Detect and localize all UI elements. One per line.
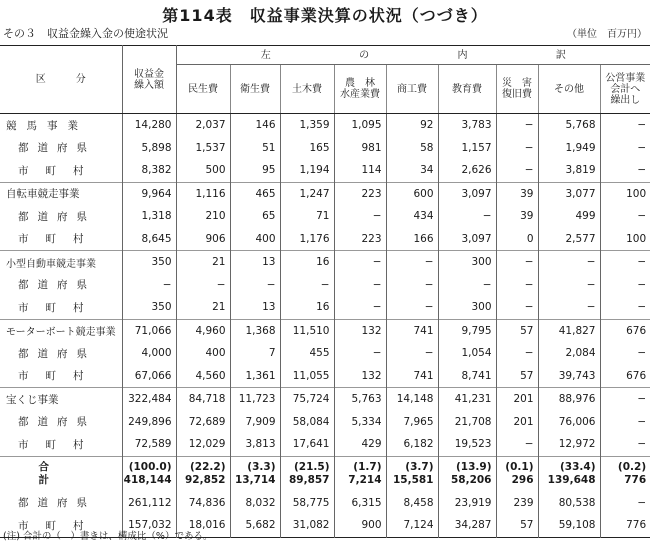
table-cell: 210: [176, 205, 230, 228]
header-group-char-1: 左: [260, 49, 271, 61]
table-cell: 74,836: [176, 492, 230, 515]
table-cell: 72,689: [176, 411, 230, 434]
table-cell: 14,148: [386, 388, 438, 411]
table-cell: −: [538, 274, 600, 297]
table-cell: 57: [496, 365, 538, 388]
table-cell: 2,037: [176, 114, 230, 137]
table-cell: 3,819: [538, 159, 600, 182]
table-cell: 1,194: [280, 159, 334, 182]
table-cell: 71: [280, 205, 334, 228]
table-cell: −: [496, 114, 538, 137]
header-col-agri: 農 林 水産業費: [334, 65, 386, 114]
table-cell: 21: [176, 296, 230, 319]
table-cell: 92: [386, 114, 438, 137]
row-label-text: 市町村: [18, 370, 101, 383]
budget-table: [0, 45, 650, 538]
total-cell: [496, 456, 538, 492]
header-col-commerce: 商工費: [386, 65, 438, 114]
table-cell: 1,116: [176, 182, 230, 205]
row-label-sub: [0, 137, 122, 160]
table-cell: 300: [438, 251, 496, 274]
table-cell: −: [600, 274, 650, 297]
table-cell: −: [176, 274, 230, 297]
table-cell: 3,783: [438, 114, 496, 137]
table-cell: 676: [600, 319, 650, 342]
row-label-text: 都道府県: [18, 347, 96, 360]
table-cell: 776: [600, 514, 650, 537]
row-label-sub: [0, 411, 122, 434]
header-group-char-2: の: [359, 49, 370, 61]
total-value: 89,857: [288, 474, 330, 486]
table-row: [0, 342, 650, 365]
table-cell: 1,095: [334, 114, 386, 137]
table-cell: 95: [230, 159, 280, 182]
table-cell: 39: [496, 205, 538, 228]
header-col-education: 教育費: [438, 65, 496, 114]
table-cell: 58,084: [280, 411, 334, 434]
table-row: [0, 182, 650, 205]
table-cell: −: [600, 296, 650, 319]
table-cell: 58,775: [280, 492, 334, 515]
table-cell: 906: [176, 228, 230, 251]
table-cell: 59,108: [538, 514, 600, 537]
total-cell: [122, 456, 176, 492]
table-cell: 1,359: [280, 114, 334, 137]
total-value: 296: [511, 474, 534, 486]
table-row: [0, 274, 650, 297]
row-label-text: 自転車競走事業: [6, 188, 80, 201]
total-value: 15,581: [392, 474, 434, 486]
table-cell: −: [386, 274, 438, 297]
header-col-other: その他: [538, 65, 600, 114]
total-cell: [600, 456, 650, 492]
table-cell: 1,368: [230, 319, 280, 342]
table-cell: −: [438, 274, 496, 297]
header-group-char-4: 訳: [555, 49, 566, 61]
header-col-disaster: 災 害 復旧費: [496, 65, 538, 114]
table-row: [0, 228, 650, 251]
table-cell: 4,000: [122, 342, 176, 365]
table-cell: −: [600, 388, 650, 411]
row-label-main: [0, 251, 122, 274]
table-cell: 34: [386, 159, 438, 182]
footnote: (注) 合計の（ ）書きは、構成比（%）である。: [3, 531, 213, 542]
table-cell: 34,287: [438, 514, 496, 537]
total-ratio: (21.5): [293, 461, 330, 473]
table-cell: 2,084: [538, 342, 600, 365]
table-cell: −: [600, 411, 650, 434]
row-label-sub: [0, 274, 122, 297]
row-label-main: [0, 114, 122, 137]
table-cell: −: [496, 296, 538, 319]
row-label-text: 都道府県: [18, 210, 96, 223]
table-cell: 499: [538, 205, 600, 228]
table-cell: 8,458: [386, 492, 438, 515]
table-cell: 239: [496, 492, 538, 515]
total-ratio: (0.1): [505, 461, 534, 473]
table-row: [0, 388, 650, 411]
table-cell: 8,382: [122, 159, 176, 182]
table-cell: 741: [386, 365, 438, 388]
table-cell: 1,361: [230, 365, 280, 388]
total-value: 92,852: [184, 474, 226, 486]
table-row: [0, 159, 650, 182]
total-ratio: (100.0): [128, 461, 172, 473]
table-cell: −: [386, 296, 438, 319]
table-cell: 84,718: [176, 388, 230, 411]
table-cell: −: [538, 296, 600, 319]
table-cell: 75,724: [280, 388, 334, 411]
table-row: [0, 114, 650, 137]
table-cell: 12,972: [538, 433, 600, 456]
row-label-sub: [0, 433, 122, 456]
table-cell: 2,626: [438, 159, 496, 182]
row-label-text: モーターボート競走事業: [6, 327, 116, 339]
table-cell: −: [386, 251, 438, 274]
table-cell: 5,763: [334, 388, 386, 411]
table-cell: 400: [230, 228, 280, 251]
table-cell: 5,898: [122, 137, 176, 160]
table-cell: 21: [176, 251, 230, 274]
table-cell: 16: [280, 296, 334, 319]
row-label-sub: [0, 296, 122, 319]
total-value: 7,214: [348, 474, 382, 486]
table-cell: 1,176: [280, 228, 334, 251]
total-cell: [230, 456, 280, 492]
table-cell: −: [600, 159, 650, 182]
table-cell: 201: [496, 411, 538, 434]
table-cell: 114: [334, 159, 386, 182]
table-cell: 88,976: [538, 388, 600, 411]
table-cell: 981: [334, 137, 386, 160]
total-ratio: (22.2): [189, 461, 226, 473]
table-cell: 1,054: [438, 342, 496, 365]
total-ratio: (0.2): [617, 461, 647, 473]
total-cell: [538, 456, 600, 492]
table-cell: 14,280: [122, 114, 176, 137]
table-cell: 249,896: [122, 411, 176, 434]
table-cell: 1,949: [538, 137, 600, 160]
table-title: 第114表 収益事業決算の状況（つづき）: [162, 6, 488, 25]
table-cell: 900: [334, 514, 386, 537]
row-label-sub: [0, 228, 122, 251]
table-cell: −: [334, 205, 386, 228]
total-value: 58,206: [450, 474, 492, 486]
table-cell: 13: [230, 296, 280, 319]
table-cell: 5,768: [538, 114, 600, 137]
table-cell: 166: [386, 228, 438, 251]
table-cell: 1,157: [438, 137, 496, 160]
row-label-text: 競馬事業: [6, 119, 88, 132]
table-cell: 157,032: [122, 514, 176, 537]
table-cell: 41,231: [438, 388, 496, 411]
row-label-main: [0, 182, 122, 205]
table-cell: 4,960: [176, 319, 230, 342]
table-cell: 16: [280, 251, 334, 274]
table-cell: 67,066: [122, 365, 176, 388]
table-cell: 11,055: [280, 365, 334, 388]
table-cell: −: [496, 137, 538, 160]
table-cell: 455: [280, 342, 334, 365]
table-cell: 350: [122, 296, 176, 319]
unit-label: （単位 百万円）: [567, 29, 647, 40]
total-value: 13,714: [234, 474, 276, 486]
total-ratio: (13.9): [455, 461, 492, 473]
table-cell: 3,097: [438, 182, 496, 205]
table-cell: 741: [386, 319, 438, 342]
table-row: [0, 137, 650, 160]
table-row: [0, 205, 650, 228]
header-col-welfare: 民生費: [176, 65, 230, 114]
total-value: 776: [624, 474, 647, 486]
table-cell: 39: [496, 182, 538, 205]
total-ratio: (3.3): [247, 461, 276, 473]
table-cell: 8,741: [438, 365, 496, 388]
table-row: [0, 492, 650, 515]
header-col-civil: 土木費: [280, 65, 334, 114]
table-cell: 13: [230, 251, 280, 274]
table-cell: 7,909: [230, 411, 280, 434]
table-cell: −: [334, 296, 386, 319]
table-cell: 23,919: [438, 492, 496, 515]
table-cell: −: [230, 274, 280, 297]
table-cell: 39,743: [538, 365, 600, 388]
table-cell: 65: [230, 205, 280, 228]
table-cell: 434: [386, 205, 438, 228]
total-cell: [176, 456, 230, 492]
total-cell: [280, 456, 334, 492]
table-cell: 100: [600, 182, 650, 205]
table-cell: 146: [230, 114, 280, 137]
row-label-text: 都道府県: [18, 497, 96, 510]
row-label-text: 市町村: [18, 164, 101, 177]
table-cell: 7: [230, 342, 280, 365]
row-label-main: [0, 319, 122, 342]
row-label-sub: [0, 205, 122, 228]
total-cell: [334, 456, 386, 492]
table-cell: 350: [122, 251, 176, 274]
table-cell: 9,964: [122, 182, 176, 205]
table-cell: 80,538: [538, 492, 600, 515]
table-cell: 51: [230, 137, 280, 160]
table-cell: −: [280, 274, 334, 297]
table-cell: −: [334, 274, 386, 297]
table-cell: 6,182: [386, 433, 438, 456]
table-cell: 1,247: [280, 182, 334, 205]
row-label-sub: [0, 492, 122, 515]
header-col-sanitation: 衛生費: [230, 65, 280, 114]
row-label-text: 小型自動車競走事業: [6, 258, 96, 270]
table-cell: −: [600, 137, 650, 160]
total-ratio: (3.7): [405, 461, 434, 473]
table-cell: 429: [334, 433, 386, 456]
total-row: [0, 456, 650, 492]
header-category: 区 分: [0, 46, 122, 114]
table-cell: 465: [230, 182, 280, 205]
row-label-sub: [0, 159, 122, 182]
table-subtitle: その３ 収益金繰入金の使途状況: [3, 27, 168, 40]
table-cell: −: [600, 114, 650, 137]
table-cell: 6,315: [334, 492, 386, 515]
table-cell: 7,124: [386, 514, 438, 537]
table-cell: 132: [334, 319, 386, 342]
row-label-text: 都道府県: [18, 142, 96, 155]
table-cell: 3,097: [438, 228, 496, 251]
table-cell: 17,641: [280, 433, 334, 456]
table-cell: 9,795: [438, 319, 496, 342]
total-label: 合 計: [38, 461, 140, 486]
header-group-char-3: 内: [457, 49, 468, 61]
header-breakdown-group: [176, 46, 650, 65]
table-row: [0, 319, 650, 342]
table-cell: 8,032: [230, 492, 280, 515]
table-cell: 261,112: [122, 492, 176, 515]
table-cell: 8,645: [122, 228, 176, 251]
total-ratio: (33.4): [559, 461, 596, 473]
table-cell: −: [600, 433, 650, 456]
total-cell: [386, 456, 438, 492]
table-cell: 1,318: [122, 205, 176, 228]
table-cell: 400: [176, 342, 230, 365]
table-cell: −: [538, 251, 600, 274]
table-cell: 322,484: [122, 388, 176, 411]
table-row: [0, 296, 650, 319]
table-cell: 201: [496, 388, 538, 411]
table-cell: −: [334, 251, 386, 274]
table-cell: 11,510: [280, 319, 334, 342]
table-cell: 12,029: [176, 433, 230, 456]
table-cell: −: [496, 274, 538, 297]
table-cell: −: [496, 159, 538, 182]
table-cell: 71,066: [122, 319, 176, 342]
table-cell: 600: [386, 182, 438, 205]
table-cell: 223: [334, 182, 386, 205]
row-label-text: 宝くじ事業: [6, 393, 59, 406]
table-cell: −: [600, 342, 650, 365]
table-cell: −: [600, 492, 650, 515]
table-cell: −: [496, 342, 538, 365]
total-value: 418,144: [123, 474, 172, 486]
table-cell: −: [122, 274, 176, 297]
table-cell: 500: [176, 159, 230, 182]
table-cell: 0: [496, 228, 538, 251]
table-cell: 3,077: [538, 182, 600, 205]
table-cell: −: [496, 251, 538, 274]
table-cell: −: [438, 205, 496, 228]
row-label-sub: [0, 365, 122, 388]
table-cell: 1,537: [176, 137, 230, 160]
table-cell: 2,577: [538, 228, 600, 251]
table-cell: −: [386, 342, 438, 365]
table-cell: −: [496, 433, 538, 456]
total-ratio: (1.7): [353, 461, 382, 473]
table-cell: 676: [600, 365, 650, 388]
table-cell: 165: [280, 137, 334, 160]
row-label-text: 市町村: [18, 519, 101, 532]
table-cell: −: [334, 342, 386, 365]
row-label-main: [0, 388, 122, 411]
table-row: [0, 433, 650, 456]
table-cell: 57: [496, 319, 538, 342]
table-cell: 57: [496, 514, 538, 537]
table-cell: −: [600, 205, 650, 228]
table-cell: 18,016: [176, 514, 230, 537]
row-label-text: 市町村: [18, 301, 101, 314]
table-cell: 31,082: [280, 514, 334, 537]
table-cell: 72,589: [122, 433, 176, 456]
row-label-text: 市町村: [18, 233, 101, 246]
table-cell: 3,813: [230, 433, 280, 456]
table-cell: 300: [438, 296, 496, 319]
table-cell: 132: [334, 365, 386, 388]
table-row: [0, 251, 650, 274]
total-value: 139,648: [547, 474, 596, 486]
table-cell: 223: [334, 228, 386, 251]
table-cell: −: [600, 251, 650, 274]
table-row: [0, 365, 650, 388]
table-row: [0, 411, 650, 434]
table-cell: 5,682: [230, 514, 280, 537]
table-cell: 76,006: [538, 411, 600, 434]
table-cell: 11,723: [230, 388, 280, 411]
table-cell: 7,965: [386, 411, 438, 434]
total-cell: [438, 456, 496, 492]
header-income: 収益金 繰入額: [122, 46, 176, 114]
table-cell: 41,827: [538, 319, 600, 342]
header-col-public: 公営事業 会計へ 繰出し: [600, 65, 650, 114]
table-cell: 4,560: [176, 365, 230, 388]
table-cell: 100: [600, 228, 650, 251]
row-label-text: 市町村: [18, 438, 101, 451]
table-cell: 19,523: [438, 433, 496, 456]
row-label-sub: [0, 342, 122, 365]
row-label-text: 都道府県: [18, 279, 96, 292]
table-cell: 21,708: [438, 411, 496, 434]
table-cell: 5,334: [334, 411, 386, 434]
row-label-text: 都道府県: [18, 416, 96, 429]
table-cell: 58: [386, 137, 438, 160]
